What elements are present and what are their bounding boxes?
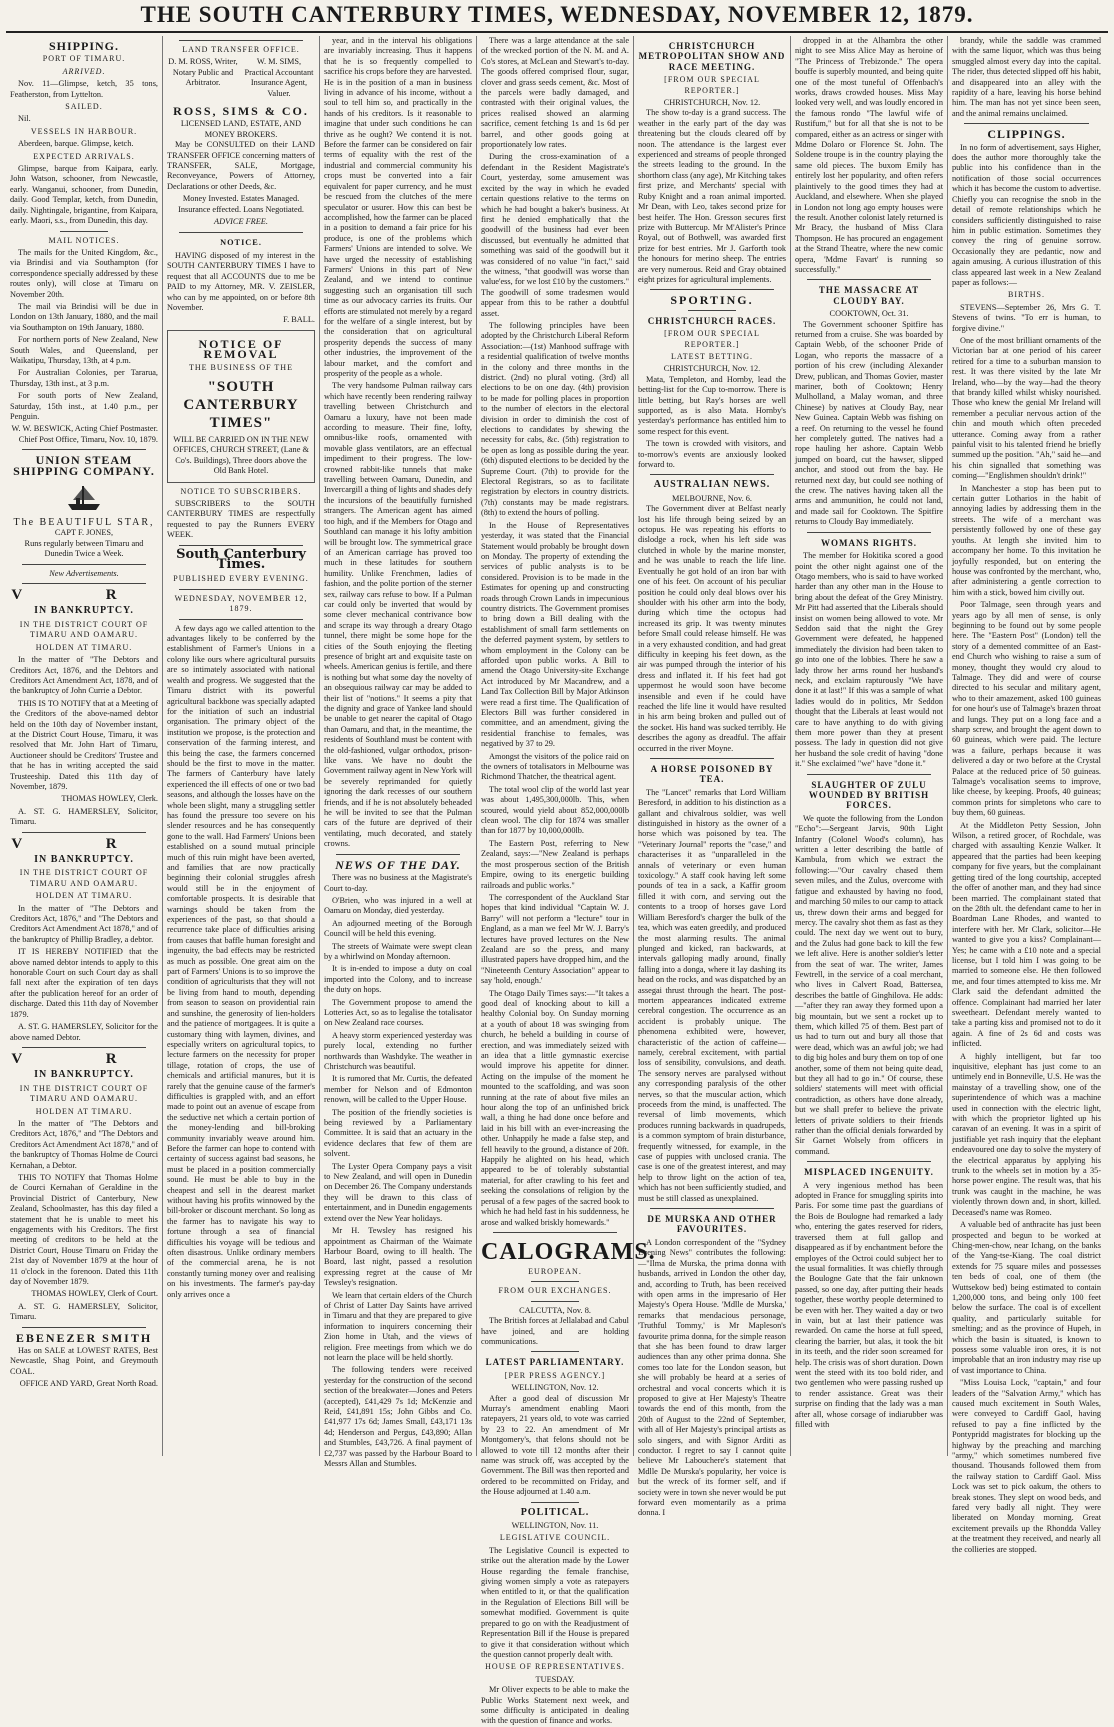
paragraph: For Australian Colonies, per Tararua, Thursday, 13th inst., at 3 p.m.	[10, 368, 158, 388]
paragraph: WILL BE CARRIED ON IN THE NEW OFFICES, CHURCH STREET, (Lane & Co's. Buildings), Three doors above the Old Bank Hotel.	[173, 434, 309, 476]
advice-free: ADVICE FREE.	[214, 217, 268, 227]
heading-de-murska: DE MURSKA AND OTHER FAVOURITES.	[647, 1214, 777, 1235]
divider	[531, 1351, 579, 1352]
paragraph: During the cross-examination of a defendant in the Resident Magistrate's Court, yesterday, some amusement was excited by the way in which he evaded certain questions relative to the terms on which he had bought a baker's business. At first he denied emphatically that the goodwill of the business had ever been discussed, but eventually he admitted that something was said of the goodwill but it was considered of no value "in fact," said the witness, "that goodwill was worse than value'ess, for we lost £10 by the customers." The goodwill of some tradesmen would appear from this to be rather a doubtful asset.	[481, 152, 629, 318]
heading-union: UNION STEAM SHIPPING COMPANY.	[13, 453, 155, 478]
paragraph: The following tenders were received yesterday for the construction of the second section of the breakwater—Jones and Peters (accepted), £41,429 7s 1d; McKenzie and Reid, £41,891 15s; John Gibbs and Co. £41,977 17s 6d; James Small, £43,171 13s 4d; Henderson and Pergus, £43,890; Allan and Stumbles, £43,726. A final payment of £2,737 was passed by the Harbour Board to Messrs Allan and Stumbles.	[324, 1365, 472, 1469]
heading-expected: EXPECTED ARRIVALS.	[33, 151, 135, 161]
heading-arrived: ARRIVED.	[62, 66, 106, 76]
heading-bankruptcy: IN BANKRUPTCY.	[34, 1069, 134, 1081]
heading-zulu: SLAUGHTER OF ZULU WOUNDED BY BRITISH FORCES.	[808, 779, 930, 811]
paragraph: Glimpse, barque from Kaipara, early. John Watson, schooner, from Newcastle, early. Wanganui, schooner, from Dunedin, daily. Good Templar, ketch, from Dunedin, daily. Nightingale, brigantine, from Kaipara, early. Maori, s.s., from Dunedin, this day.	[10, 164, 158, 226]
paragraph: THIS TO NOTIFY that Thomas Holme de Courci Kernahan of Geraldine in the Provincial District of Canterbury, New Zealand, Schoolmaster, has this day filed a statement that he is unable to meet his engagements with his Creditors. The first meeting of creditors to be held at the District Court, House Timaru on Friday the 21st day of November 1879 at the hour of 11 o'clock in the forenoon. Dated this 11th day of November 1879.	[10, 1172, 158, 1287]
column-2	[163, 36, 320, 1456]
paragraph: Has on SALE at LOWEST RATES, Best Newcastle, Shag Point, and Greymouth COAL.	[10, 1346, 158, 1376]
paragraph: The British forces at Jellalabad and Cabul have joined, and are holding communications.	[481, 1316, 629, 1346]
paragraph: A valuable bed of anthracite has just been prospected and begun to be worked at Ching-men-chow, near Ichang, on the banks of the Yang-tse-Kiang. The coal district extends for 75 square miles and possesses ten beds of coal, one of them (the Wuttsekow bed) being estimated to contain 1,200,000 tons, and being only 100 feet below the surface. The coal is of excellent quality, and particularly suitable for smelting; and as the province of Hupeh, in which the basin is situated, is known to possess some valuable iron ores, it is not improbable that an iron industry may rise up of vast importance to China.	[952, 1220, 1101, 1375]
paragraph: Mr H. Tewsley has resigned his appointment as Chairman of the Waimate Harbour Board, owing to ill health. The Board, last night, passed a resolution expressing regret at the cause of Mr Tewsley's resignation.	[324, 1226, 472, 1288]
heading-sailed: SAILED.	[65, 102, 103, 112]
heading-notice: NOTICE.	[220, 237, 262, 247]
divider	[650, 289, 774, 290]
divider	[807, 279, 931, 280]
paragraph: IT IS HEREBY NOTIFIED that the above named debtor intends to apply to this honorable Court on such Court day as shall fall next after the expiration of ten days after the publication hereof for an order of discharge. Dated this 11th day of November 1879.	[10, 947, 158, 1019]
divider	[807, 774, 931, 775]
firm-subtitle: LICENSED LAND, ESTATE, AND MONEY BROKERS.	[180, 119, 302, 139]
paragraph: A very ingenious method has been adopted in France for smuggling spirits into Paris. For some time past the guardians of the Bois de Boulogne had remarked a lady who, entering the gates reserved for riders, traversed them at full gallop and disappeared as if by enchantment before the employes of the Octroi could subject her to the usual formalities. It was chiefly through the Boulogne Gate that the fair unknown passed, so one day, after putting their heads together, these worthy people determined to be even with her. They waited a day or two in vain, but at last their patience was rewarded. On came the horse at full speed, clearing the barrier, but alas, it took the bit in its teeth, and the rider soon screamed for help. The crisis was of short duration. Down went the steed with its too bold rider, and two gentlemen who were passing rushed up to render assistance. Great was their surprise on finding that the lady was a man after all, whose corsage of indiarubber was filled with	[795, 1180, 943, 1429]
heading-betting: LATEST BETTING.	[671, 351, 753, 361]
paragraph: year, and in the interval his obligations are invariably increasing. Thus it happens that he is so frequently compelled to sacrifice his crops before they are harvested. He is in the position of a man in business living in advance of his income, without a soul to tell him so, and practically in the hands of his creditors. Is it reasonable to imagine that under such conditions he can thrive as he ought? We contend it is not. Before the farmer can be considered on fair terms of equality with the rest of the industrial and commercial community his crops must be converted into a fair equivalent for paper currency, and he must be rescued from the clutches of the mere speculator or usurer. How this can best be accomplished, how the farmer can be placed in a position to demand a fair price for his produce, is one of the problems which Farmers' Unions are intended to solve. We have urged the necessity of establishing Farmers' Unions in this part of New Zealand, and we intend to continue suggesting such an organisation till such time as our advocacy carries its fruits. Our efforts are stimulated not merely by a regard for the welfare of a single interest, but by the consideration that on agricultural prosperity depends the success of many other industries, the improvement of the labour market, and the comfort and prosperity of the people as a whole.	[324, 36, 472, 378]
paragraph: In the matter of "The Debtors and Creditors Act, 1876," and "The Debtors and Creditors Act Amendment Act 1878," and of the bankruptcy of Phillip Bradley, a debtor.	[10, 903, 158, 944]
heading-holden: HOLDEN AT TIMARU.	[35, 1106, 133, 1116]
heading-european: EUROPEAN.	[528, 1266, 582, 1276]
paragraph: The very handsome Pulman railway cars which have recently been rendering railway travelling between Christchurch and Oamaru a luxury, have not been made according to measure. Their fine, lofty, omnibus-like roofs, ornamented with movable glass ventilators, are an effectual impediment to their progress. The low-crowned rabbit-like tunnels that make travelling between Oamaru, Dunedin, and Invercargill a thing of lights and shades defy the incursions of the beautifully furnished strangers. The American agent has aimed too high, and if the Members for Otago and Southland can manage it his lofty ambition will be brought low. The symmetrical grace of an American carriage has proved too much in these latitudes for southern humility. Unlike Frenchmen, ladies of fashion, and the polite portion of the sterner sex, railway cars refuse to bow. If a Pulman car could only be inverted that would by some clever mechanical contrivance bow and scrape its way through a dreary Otago tunnel, there might be some hope for the cities of the South enjoying the fleeting presence of bright art and exquisite taste on wheels. American genius is fertile, and there is nothing but what some day the novelty of an obsequious railway car may be added to their list of "notions." It seems a pity that the dignity and grace of Yankee land should be unable to get nearer the capital of Otago than Oamaru, and that, in the meantime, the residents of Southland must be content with the old-fashioned, vulgar orthodox, prison-like vans. We have no doubt the Government railway agent in New York will be severely reprimanded for quietly ignoring the dark recesses of our southern friends, and if he is not absolutely beheaded he will be invited to see that the Pulman cars of the future are deprived of their ventilating, much decorated, and stately crowns.	[324, 381, 472, 849]
heading-exchanges: FROM OUR EXCHANGES.	[498, 1286, 612, 1296]
paragraph: The total wool clip of the world last year was about 1,495,300,000lb. This, when scoured, would yield about 852,000,000lb clean wool. The clip for 1874 was smaller than for 1877 by 10,000,000lb.	[481, 784, 629, 836]
heading-news-of-the-day: NEWS OF THE DAY.	[335, 857, 461, 872]
paragraph: The Legislative Council is expected to strike out the alteration made by the Lower House regarding the female franchise, giving women simply a vote as ratepayers when entitled to it, or that the qualification in the Regulation of Elections Bill will be somewhat modified. Government is quite prepared to go on with the Readjustment of Representation Bill if the House is prepared to give it that consideration without which the question cannot properly dealt with.	[481, 1545, 629, 1659]
heading-australian-news: AUSTRALIAN NEWS.	[653, 479, 771, 491]
divider	[964, 123, 1089, 124]
paragraph: The position of the friendly societies is being reviewed by a Parliamentary Committee. It is said that an actuary in the evidence declares that few of them are solvent.	[324, 1107, 472, 1159]
paragraph: A heavy storm experienced yesterday was purely local, extending no further northwards than Washdyke. The weather in Christchurch was beautiful.	[324, 1030, 472, 1071]
heading-clippings: CLIPPINGS.	[987, 127, 1066, 142]
paragraph: For northern ports of New Zealand, New South Wales, and Queensland, per Waikatipu, Thursday, 13th, at 4 p.m.	[10, 335, 158, 365]
column-3	[320, 36, 477, 1469]
paragraph: The town is crowded with visitors, and to-morrow's events are anxiously looked forward to.	[638, 439, 786, 470]
signature: A. ST. G. HAMERSLEY, Solicitor for the above named Debtor.	[10, 1022, 158, 1042]
paragraph: In the matter of "The Debtors and Creditors Act, 1876, and the Debtors and Creditors Act Amendment Act, 1878, and of the bankruptcy of John Currie a Debtor.	[10, 655, 158, 696]
paragraph: In no form of advertisement, says Higher, does the author more thoroughly take the public into his confidence than in the notification of those social occurrences which it has become the custom to advertise. Chiefly you can recognise the snob in the detail of remote relationships which he considers sufficiently distinguished to raise him in public estimation. Sometimes they convey the ring of genuine sorrow. Occasionally they are pedantic, now and again amusing. A curious illustration of this class appeared last week in a New Zealand paper as follows:—	[952, 142, 1101, 287]
divider	[22, 832, 146, 833]
paragraph: brandy, while the saddle was crammed with the same liquor, which was thus being smuggled almost every day into the capital. The rider, thus detected slipped off his habit, and disappeared into an alley with the rapidity of a hare, leaving his horse behind him. The man has not yet since been seen, and the animal remains unclaimed.	[952, 36, 1101, 118]
published: PUBLISHED EVERY EVENING.	[173, 574, 309, 584]
paragraph: The mail via Brindisi will be due in London on 13th January, 1880, and the mail via Southampton on 19th January, 1880.	[10, 301, 158, 332]
paper-title: South Canterbury Times.	[176, 546, 306, 573]
paragraph: We quote the following from the London "Echo":—Sergeant Jarvis, 90th Light Infantry (Colonel Wood's column), has written a letter describing the battle of Kambula, from which we extract the following:—"Our cavalry chased them seven miles, and the Zulus, overcome with fatigue and exhausted by having no food, and marching 50 miles to our camp to attack us, threw down their arms and begged for mercy. The cavalry shot them as fast as they could. The next day we went out to bury, and the Zulus had gone back to kill the few we left alive. Here is another soldier's letter from the seat of war. The writer, James Fewtrell, in the service of a coal merchant, who lives in Calvert Road, Battersea, describes the battle of Ginghilova. He adds:—"after they ran away they formed upon a big mountain, but we sent a rocket up to them, which killed 75 of them. Best part of us had to turn out and bury all those that were dead, which was an awful job; we had to dig big holes and bury them on top of one another, some of them not being quite dead, but they all had to go in." Of course, these soldiers' statements will meet with official contradiction, as others have done already, but we shall prefer to believe the private letters of private soldiers to their friends rather than the official denials forwarded by Sir Garnet Wolsely from officers in command.	[795, 813, 943, 1156]
divider	[650, 1208, 774, 1209]
dateline: CHRISTCHURCH, Nov. 12.	[663, 98, 761, 108]
paragraph: A highly intelligent, but far too inquisitive, elephant has just come to an untimely end in Bonneville, U.S. He was the mainstay of a travelling show, one of the superintendence of which was a machine used in connection with the electric light, with which the proprietor lighted up his caravan of an evening. It was in a spirit of justifiable yet rash inquiry that the elephant endeavoured one day to solve the mystery of the electrical apparatus by applying his trunk to the wheels set in motion by a 35-horse power engine. The result was, that his trunk was caught in the machine, he was violently thrown down and, in short, killed. Deceased's name was Romeo.	[952, 1051, 1101, 1217]
signature: THOMAS HOWLEY, Clerk.	[61, 794, 158, 804]
paragraph: The show to-day is a grand success. The weather in the early part of the day was threatening but the clouds cleared off by noon. The attendance is the largest ever experienced and streams of people thronged the streets leading to the ground. In the shorthorn class (any age), Mr Kitching takes first prize, and Merchants' special with Ruby Knight and a roan animal imported. Mr Dean, with Leo, takes second prize for best heifer. The Hon. Gresson secures first prize with Buttercup. Mr M'Alister's Prince Royal, out of Bothwell, was awarded first prize for best entries. Mr J. Garforth took the honours for merino sheep. The entries are very numerous. Reid and Gray obtained eight prizes for agricultural implements.	[638, 108, 786, 284]
divider	[336, 854, 460, 855]
ship-name: The BEAUTIFUL STAR,	[13, 517, 155, 529]
paragraph: It is in-ended to impose a duty on coal imported into the Colony, and to increase the duty on hops.	[324, 964, 472, 995]
divider	[650, 758, 774, 759]
heading-parliamentary: LATEST PARLIAMENTARY.	[485, 1357, 625, 1368]
dateline: WELLINGTON, Nov. 11.	[511, 1521, 599, 1531]
heading-shipping: SHIPPING.	[48, 39, 119, 53]
removal-business: THE BUSINESS OF THE	[189, 362, 293, 372]
signature: W. W. BESWICK, Acting Chief Postmaster. Chief Post Office, Timaru, Nov. 10, 1879.	[11, 424, 158, 444]
heading-horse-poisoned: A HORSE POISONED BY TEA.	[650, 764, 774, 785]
paragraph: After a good deal of discussion Mr Murray's amendment enabling Maori ratepayers, 21 years old, to vote was carried by 23 to 22. An amendment of Mr Montgomery's, that felons should not be allowed to vote till 12 months after their name was struck off, was accepted by the Government. The Bill was then reported and ordered to be recommitted on Friday, and the House adjourned at 1.40 a.m.	[481, 1393, 629, 1497]
heading-births: BIRTHS.	[1008, 290, 1045, 300]
paragraph: The Eastern Post, referring to New Zealand, says:—"New Zealand is perhaps the most prosperous section of the British Empire, owing to its energetic building railroads and public works."	[481, 838, 629, 890]
paragraph: Amongst the visitors of the police raid on the owners of totalisators in Melbourne was Richmond Thatcher, the theatrical agent.	[481, 751, 629, 782]
divider	[22, 449, 146, 450]
paragraph: Mata, Templeton, and Hornby, lead the betting-list for the Cup to-morrow. There is little betting, but Ray's horses are well supported, as is also Mata. Hornby's yesterday's performance has entitled him to some respect for this event.	[638, 374, 786, 436]
heading-ebenezer: EBENEZER SMITH	[15, 1330, 153, 1345]
dateline: WELLINGTON, Nov. 12.	[511, 1383, 599, 1393]
divider	[22, 583, 146, 584]
divider	[179, 40, 303, 41]
column-5	[634, 36, 791, 1518]
partners	[167, 57, 315, 101]
partner: D. M. ROSS, Writer, Notary Public and Arbitrator.	[168, 57, 238, 88]
captain: CAPT F. JONES,	[54, 528, 114, 538]
heading-port: PORT OF TIMARU.	[42, 54, 126, 64]
dateline: CALCUTTA, Nov. 8.	[519, 1305, 591, 1315]
heading-bankruptcy: IN BANKRUPTCY.	[34, 605, 134, 617]
divider	[179, 619, 303, 620]
heading-harbour: VESSELS IN HARBOUR.	[30, 126, 138, 136]
paragraph: The member for Hokitika scored a good point the other night against one of the Otago members, who is said to have worked harder than any other man in the House to bring about the defeat of the Grey Ministry. Mr Pitt had asserted that the Liberals should insist on women being allowed to vote. Mr Seddon said that the night the Grey Government were defeated, he happened immediately the division had been taken to go into one of the lobbies. There he saw a lady throw her arms round her husband's neck, and exclaim rapturously "We have done it at last!" If this was a sample of what ladies would do in politics, Mr Seddon thought that the Liberals at least would not care to have anything to do with giving them more power than they at present possess. The lady in question did not give her husband the sole credit of having "done it." She exclaimed "we" have "done it."	[795, 551, 943, 769]
heading-court: IN THE DISTRICT COURT OF TIMARU AND OAMARU.	[19, 1083, 149, 1104]
heading-legislative: LEGISLATIVE COUNCIL.	[499, 1533, 611, 1543]
paragraph: Poor Talmage, seen through years and years ago by all men of sense, is only beginning to be found out by some people here. The "Eastern Post" (London) tell the story of a demented committee of an East-end Church who wishing to raise a sum of money, thought they would cry aloud to Talmage. They did and were of course directed to his secular and military agent, who to their amazement, asked 100 guineas for one hour's use of Talmage's brazen throat and lungs. They put on a long face and a sharp screw, and brought the agent down to 60 guineas, which were paid. The lecture was a failure, perhaps because it was delivered a day or two before at the Crystal Palace at the reduced price of 50 guineas. Talmage's vocalisation seems to improve, like cheese, by keeping. Proofs, 40 guineas; common prints for simpletons who care to buy them, 60 guineas.	[952, 600, 1101, 818]
divider	[807, 1161, 931, 1162]
paragraph: HAVING disposed of my interest in the SOUTH CANTERBURY TIMES I have to request that all ACCOUNTS due to me be PAID to my Attorney, MR. V. ZEISLER, who can by me appointed, on or before 8th November.	[167, 250, 315, 312]
heading-bankruptcy: IN BANKRUPTCY.	[34, 854, 134, 865]
divider	[807, 532, 931, 533]
divider	[650, 474, 774, 475]
special-reporter: [FROM OUR SPECIAL REPORTER.]	[664, 329, 760, 349]
ship-emblem-icon	[64, 480, 104, 514]
divider	[179, 545, 303, 546]
heading-court: IN THE DISTRICT COURT OF TIMARU AND OAMARU.	[19, 868, 149, 888]
paragraph: "Miss Louisa Lock, "captain," and four leaders of the "Salvation Army," which has caused much excitement in South Wales, were conveyed to Cardiff Gaol, having refused to pay a fine inflicted by the Pontypridd magistrates for blocking up the highway by the preaching and marching "army," which sometimes numbered five thousand. Thousands followed them from the railway station to Cardiff Gaol. Miss Lock was set to pick oakum, the others to break stones. They slept on wood beds, and fared very badly all night. They were liberated on Monday morning. Great excitement prevails up the Rhondda Valley at the treatment they received, and nearly all the collieries are stopped.	[952, 1378, 1101, 1554]
paragraph: The Government diver at Belfast nearly lost his life through being seized by an octopus. He was repeating his efforts to dislodge a rock, when his left side was clutched in whole by the marine monster, and he was unable to reach the life line. Eventually he got hold of an iron bar with one of his feet. On account of his peculiar position he could only deal blows over his shoulder with his other arm into the body, during which time the octopus had increased its grip. It was twenty minutes before Small could release himself. He was in a very exhausted condition, and had great difficulty in keeping his feet down, as the air was pumped through the interior of his dress and inflated it. If his feet had got uppermost he would soon have become insensible and even if he could have reached the life line it would have resulted in his arm being broken and pulled out of the socket. His hand was sucked terribly. He describes the agony as dreadful. The affair occurred in the river Moyne.	[638, 504, 786, 753]
royal-cipher: V R	[11, 1050, 157, 1067]
signature: THOMAS HOWLEY, Clerk of Court.	[31, 1289, 158, 1299]
paragraph: The streets of Waimate were swept clean by a whirlwind on Monday afternoon.	[324, 941, 472, 961]
heading-holden: HOLDEN AT TIMARU.	[35, 891, 133, 901]
paragraph: At the Middleton Petty Session, John Wilson, a retired grocer, of Rochdale, was charged with assaulting Kenzie Walker. It appeared that the parties had been keeping company for five years, but the complainant getting tired of the long courtship, accepted the offer of another man, and they had since been married. The complainant stated that on the 28th ult. the defendant came to her in Boardman Lane Rhodes, and wanted to interfere with her. Mr Clark, solicitor—He wanted to give you a kiss? Complainant—Yes; he came with a £10 note and a special license, but I told him I was going to be married to someone else. He then followed me, and four times attempted to kiss me. Mr Clark said the defendant admitted the offence. Complainant had married her later sweetheart. Defendant merely wanted to take a parting kiss and promised not to do it again. A fine of 2s 6d and costs was inflicted.	[952, 820, 1101, 1049]
removal-paper-name: "SOUTH CANTERBURY TIMES"	[183, 378, 299, 431]
paragraph: There was a large attendance at the sale of the wrecked portion of the N. M. and A. Co's stores, at McLean and Stewart's to-day. The goods offered comprised flour, sugar, clover and grass seeds cement, &c. Most of the parcels were badly damaged, and contrasted with their original values, the prices realised showed an alarming sacrifice, cement fetching 1s and 1s 6d per barrel, and other goods going at proportionately low rates.	[481, 36, 629, 150]
heading-mail: MAIL NOTICES.	[48, 235, 120, 245]
heading-calograms: CALOGRAMS.	[481, 1238, 656, 1265]
paragraph: The "Lancet" remarks that Lord William Beresford, in addition to his distinction as a gallant and chivalrous soldier, was well distinguished in history as the owner of a horse which was poisoned by tea. The "Veterinary Journal" reports the "case," and characterises it as "unparalleled in the annals of veterinary or even human toxicology." A staff cook having left some pounds of tea in a sack, a Kaffir groom filled it with corn, and serving out the contents to a troop of horses gave Lord William Beresford's charger the bulk of the tea, which was eaten greedily, and produced the most alarming results. The animal plunged and kicked, ran backwards, at intervals galloping madly around, finally falling into a donga, where it lay dashing its head on the rocks, and was dispatched by an assegai thrust through the heart. The post-mortem appearances indicated extreme cerebral congestion. The occurrence as an accident is probably unique. The phenomena exhibited were, however, characteristic of the action of caffeine—namely, cerebral excitement, with partial loss of sensibility, convulsions, and death. The sensory nerves are paralysed without any corresponding paralysis of the other nerves, so that the muscular action, which proceeds from the mind, is unaffected. The reversal of limb movements, which produces running backwards in quadrupeds, is a common symptom of brain disturbance, frequently witnessed, for example, in the case of puppies with unclosed crania. The case is one of the greatest interest, and may help to throw light on the action of tea, which has not been sufficiently studied, and must be still classed as unexplained.	[638, 787, 786, 1203]
dateline: CHRISTCHURCH, Nov. 12.	[663, 364, 761, 374]
dateline: COOKTOWN, Oct. 31.	[829, 309, 909, 319]
paragraph: There was no business at the Magistrate's Court to-day.	[324, 873, 472, 893]
special-reporter: [FROM OUR SPECIAL REPORTER.]	[664, 75, 760, 95]
heading-holden: HOLDEN AT TIMARU.	[35, 642, 133, 652]
heading-removal: NOTICE OF REMOVAL	[198, 336, 284, 362]
paragraph: The correspondent of the Auckland Star hopes that kind individual "Captain W. J. Barry" will not perform a "lecture" tour in England, as a man we feel Mr W. J. Barry's lectures have proved lectures on the New Zealand are so the press, and many illustrated papers have dropped him, and the "Nineteenth Century Association" appear to say 'hold, enough.'	[481, 892, 629, 986]
editorial-paragraph: A few days ago we called attention to the advantages likely to be conferred by the establishment of Farmer's Unions in a colony like ours where agricultural pursuits are so intimately associated with national wealth and progress. We suggested that the Timaru district with its powerful agricultural backbone was specially adapted for the initiation of such an industrial organisation. The primary object of the institution we propose, is the protection and conservation of the farming interest, and this being the case, the farmers concerned should be the first to move in the matter. The farmers of Canterbury have lately experienced the ill effects of one or two bad seasons, and although the losses have on the whole been slight, many a struggling settler has found the pressure too severe on his slender resources and he has consequently gone to the wall. Had Farmers' Unions been established on a sound mutual principle much of this ruin might have been averted, and families that are now practically beginning their colonial struggles afresh would still be in the enjoyment of comfortable prospects. It is desirable that warnings should be taken from the experiences of the past, so that should a recurrence take place of difficulties arising from causes that baffle human foresight and ingenuity, the bad effects may be restricted as much as possible. One great aim on the part of Farmers' Unions is to so improve the condition of agriculturists that they will not be living from hand to mouth, depending from season to season on providential rain and sunshine, the generosity of lien-holders and the patience of mortgagees. It is quite a customary thing with laymen, divines, and especially writers on agricultural topics, to lecture farmers on the necessity for proper tillage, rotation of crops, the use of chemicals and artificial manures, but it is rarely that the genuine cause of the farmer's difficulties is grappled with, and an effort made to point out an avenue of escape from the seductive net which a certain portion of the money-lending and bill-broking community invariably weave around him. Before the farmer can hope to contend with certainty of success against bad seasons, he must be placed in a position commercially sound. He must be able to buy in the cheapest and sell in the dearest market without having his profits winnowed by the bill-broker or discount merchant. So long as the farmer has to navigate his way to fortune through a sea of financial difficulties his voyage will be tedious and often disastrous. Unlike ordinary members of the commercial arena, he is not constantly turning money over and realising on his investments. The farmer's pay-day only arrives once a	[167, 623, 315, 1299]
paragraph: dropped in at the Alhambra the other night to see Miss Alice May as heroine of "The Princess of Trebizonde." The opera bouffe is superbly mounted, and being quite one of the most tuneful of Offenbach's works, draws crowded houses. Miss May looked very well, and was loudly encored in the famous rondo "The lawful wife of Rustifum," but for all that she is not to be compared, either as an actress or singer with Mdme Dolaro or Florence St. John. The Soldene troupe is in the country playing the same old pieces. The buxom Emily has entirely lost her popularity, and often refers plaintively to the good times they had at Auckland, and elsewhere. When she played in London not long ago empty houses were the result. Another colonist lately returned is Mr Bracy, the husband of Miss Clara Thompson. He has procured an engagement at the Strand Theatre, where the new comic opera, 'Mdme Favart' is running so successfully."	[795, 36, 943, 274]
heading-metropolitan: CHRISTCHURCH METROPOLITAN SHOW AND RACE MEETING.	[638, 41, 786, 72]
press-agency: [PER PRESS AGENCY.]	[504, 1370, 606, 1380]
paragraph: THIS IS TO NOTIFY that at a Meeting of the Creditors of the above-named debtor held on the 10th day of November instant, at the District Court House, Timaru, it was resolved that Mr. John Hart of Timaru, Auctioneer should be Creditors' Trustee and that he has in writing accepted the said Trusteeship. Dated this 11th day of November, 1879.	[10, 698, 158, 791]
dateline: MELBOURNE, Nov. 6.	[672, 493, 752, 503]
divider	[493, 1232, 617, 1233]
column-1	[6, 36, 163, 1456]
paragraph: In the House of Representatives yesterday, it was stated that the Financial Statement would probably be brought down on Monday. The property of extending the services of public analysts is to be considered. Provision is to be made in the Estimates for opening up and constructing roads through Crown Lands in impecunious country districts. The Government promises to bring down a Bill dealing with the establishment of small farm settlements on the deferred payment system, by settlers to whom employment in the Colony can be afforded upon public works. A Bill to amend the Otago University-site Exchange Act introduced by Mr Macandrew, and a Land Tax Collection Bill by Major Atkinson were read a first time. The Qualification of Electors Bill was further considered in committee, and an amendment, giving the residential franchise to females, was negatived by 37 to 29.	[481, 520, 629, 749]
edition-date: WEDNESDAY, NOVEMBER 12, 1879.	[174, 593, 308, 614]
heading-sporting: SPORTING.	[670, 293, 754, 308]
paragraph: The mails for the United Kingdom, &c., via Brindisi and via Southampton (for correspondence specially addressed by these routes only), will close at Timaru on November 20th.	[10, 247, 158, 299]
paragraph: STEVENS—September 26, Mrs G. T. Stevens of twins. "To err is human, to forgive divine."	[952, 302, 1101, 333]
royal-cipher: V R	[11, 835, 157, 852]
paragraph: We learn that certain elders of the Church of Christ of Latter Day Saints have arrived in Timaru and that they are prepared to give information to inquirers concerning their Zion home in Utah, and the views of religion. Free meetings from which we do not learn the place will be held shortly.	[324, 1290, 472, 1362]
paragraph: The Lyster Opera Company pays a visit to New Zealand, and will open in Dunedin on December 26. The Company understands they will be drawn to this class of entertainment, and in Dunedin engagements extend over the New Year holidays.	[324, 1161, 472, 1223]
heading-court: IN THE DISTRICT COURT OF TIMARU AND OAMARU.	[19, 619, 149, 640]
paragraph: May be CONSULTED on their LAND TRANSFER OFFICE concerning matters of TRANSFER, SALE, Mortgage, Reconveyance, Powers of Attorney, Declarations or other Deeds, &c.	[167, 140, 315, 191]
paragraph: O'Brien, who was injured in a well at Oamaru on Monday, died yesterday.	[324, 895, 472, 916]
paragraph: In Manchester a stop has been put to certain gutter Lotharios in the habit of annoying ladies by addressing them in the streets. The wife of a merchant was persistently followed by one of these gay youths. At length she invited him to accompany her home. To this invitation he joyfully responded, but on entering the house was confronted by the merchant, who, after administering a gentle correction to him with a stick, bowed him civilly out.	[952, 483, 1101, 597]
signature: F. BALL.	[283, 315, 315, 325]
paragraph: Mr Oliver expects to be able to make the Public Works Statement next week, and some difficulty is anticipated in dealing with the question of finance and works.	[481, 1685, 629, 1726]
dateline: TUESDAY.	[535, 1674, 575, 1684]
heading-political: POLITICAL.	[520, 1506, 590, 1518]
masthead: THE SOUTH CANTERBURY TIMES, WEDNESDAY, NOVEMBER 12, 1879.	[140, 2, 974, 27]
divider	[531, 1301, 579, 1302]
divider	[688, 310, 736, 311]
paragraph: An adjourned meeting of the Borough Council will be held this evening.	[324, 918, 472, 939]
paragraph: Nil.	[18, 114, 31, 124]
heading-massacre: THE MASSACRE AT CLOUDY BAY.	[818, 285, 920, 306]
paragraph: The Government schooner Spitfire has returned from a cruise. She was boarded by Captain Webb, of the schooner Pride of Logan, who reports the massacre of a portion of his crew (including Alexander Drew, publican, and Thomas Govier, master mariner, both of Cooktown; Henry Mulholland, a Malay woman, and three Chinese) by natives at Cloudy Bay, near New Guinea. Captain Webb was fishing on a reef. On returning to the vessel he found her completely gutted. The natives had a rope hauling her ashore. Captain Webb jumped on board, cut the hawser, slipped anchor, and stood out from the bay. He returned next day, but could see nothing of the crew. The natives having taken all the arms and ammunition, he could not land, and made sail for Cooktown. The Spitfire returns to Cloudy Bay immediately.	[795, 319, 943, 527]
divider	[179, 232, 303, 233]
column-7	[948, 36, 1105, 1554]
heading-house: HOUSE OF REPRESENTATIVES.	[485, 1662, 625, 1672]
signature: A. ST. G. HAMERSLEY, Solicitor, Timaru.	[10, 806, 158, 827]
divider	[531, 1502, 579, 1503]
heading-new-adv: New Advertisements.	[49, 568, 119, 578]
heading-races: CHRISTCHURCH RACES.	[647, 315, 777, 326]
paragraph: The Otago Daily Times says:—"It takes a good deal of knocking about to kill a healthy Colonial boy. On Sunday morning at a youth of about 18 was swinging from church, he beheld a building in course of erection, and was immediately seized with an idea that a little gymnastic exercise would improve his appetite for dinner. Acting on the impulse of the moment he mounted to the scaffolding, and was soon running at the rate of about five miles an hour along the top of an unfinished brick wall, a thing he had done once before and laid in his bill with an ever-increasing the other. Unhappily he made a false step, and fell heavily to the ground, a distance of 20ft. Happily he alighted on his head, which appeared to be of tolerably substantial material, for after crawling to his feet and seeking the consolations of religion by the perusal of a few pages of the sacred book to which he had held fast in his suddenness, he arose and walked briskly homewards."	[481, 988, 629, 1227]
paragraph: Aberdeen, barque. Glimpse, ketch.	[18, 139, 134, 149]
paragraph: SUBSCRIBERS to the SOUTH CANTERBURY TIMES are respectfully requested to pay the Runners EVERY WEEK.	[167, 499, 315, 540]
paragraph: Money Invested. Estates Managed. Insurance effected. Loans Negotiated.	[178, 194, 304, 214]
paragraph: A London correspondent of the "Sydney Evening News" contributes the following:—"Ilma de Murska, the prima donna with husbands, arrived in London the other day, and, according to Truth, has been received with open arms in the impresario of Her Majesty's Opera House. 'Mdlle de Murska,' remarks that mendacious personage, 'Truthful Tommy,' is Mr Mapleson's favourite prima donna, for the simple reason that she has been found to draw larger audiences than any other prima donna. She comes too late for the London season, but she will probably be heard at a series of orchestral and vocal concerts which it is proposed to give at Her Majesty's Theatre towards the end of this month, from the 20th of August to the 22nd of September, with all of Her Majesty's principal artists as solo singers, and with Signor Arditi as conductor. I regret to say I cannot quite believe Mr Labouchere's statement that Mdlle De Murska's popularity, her voice is but the wreck of its former self, and if society were in town she never would be put forward even momentarily as a prima donna. I	[638, 1237, 786, 1518]
signature: A. ST. G. HAMERSLEY, Solicitor, Timaru.	[10, 1301, 158, 1322]
paragraph: In the matter of "The Debtors and Creditors Act, 1876," and "The Debtors and Creditors Act Amendment Act 1878," and of the bankruptcy of Thomas Holme de Courci Kernahan, a Debtor.	[10, 1118, 158, 1170]
heading-womans-rights: WOMANS RIGHTS.	[820, 537, 917, 548]
column-4	[477, 36, 656, 1726]
heading-subscribers: NOTICE TO SUBSCRIBERS.	[180, 486, 302, 496]
divider	[179, 589, 303, 590]
masthead-rule	[6, 31, 1108, 33]
divider	[22, 1327, 146, 1328]
heading-misplaced-ingenuity: MISPLACED INGENUITY.	[804, 1167, 934, 1178]
heading-firm: ROSS, SIMS & CO.	[173, 104, 309, 119]
paragraph: The following principles have been adopted by the Christchurch Liberal Reform Association:—(1st) Manhood suffrage with a residential qualification of twelve months in the colony and three months in the district. (2nd) no plural voting. (3rd) all elections to be on one day. (4th) provision to be made for polling places in proportion to the number of electors in the electoral division in order to diminish the cost of elections to candidates by shewing the necessity for cabs, &c. (5th) registration to be open as long as possible during the year. (6th) disputed elections to be decided by the Supreme Court. (7th) to provide for the Electoral Registrars, so as to facilitate registration by electors in country districts. (7th) constants may be made registrars. (8th) to extend the hours of polling.	[481, 320, 629, 518]
divider	[22, 1047, 146, 1048]
column-6	[791, 36, 948, 1456]
page-columns	[6, 36, 1108, 1726]
paragraph: Nov. 11—Glimpse, ketch, 35 tons, Featherston, from Lyttelton.	[10, 79, 158, 99]
paragraph: Runs regularly between Timaru and Dunedin Twice a Week.	[24, 538, 144, 559]
royal-cipher: V R	[11, 587, 157, 604]
divider	[22, 564, 146, 565]
paragraph: The Government propose to amend the Lotteries Act, so as to legalise the totalisator on New Zealand race courses.	[324, 997, 472, 1028]
divider	[60, 231, 108, 232]
heading-land-transfer: LAND TRANSFER OFFICE.	[182, 45, 300, 54]
partner: W. M. SIMS, Practical Accountant Insurance Agent, Valuer.	[244, 57, 314, 98]
paragraph: One of the most brilliant ornaments of the Victorian bar at one period of his career retired for a time to a suburban mansion to rest. It was there visited by the late Mr Ireland, who—by the way—had the theory that brandy killed whilst whisky nourished. Those who knew the genial Mr Ireland will remember a peculiar nervous action of the chin and mouth which often preceded utterance. Coming away from a rather painful visit to his talented friend he briefly summed up the position. "Ah," said he—and his chin signalled that something was coming—"Englishmen shouldn't drink!"	[952, 335, 1101, 481]
removal-notice	[167, 330, 315, 483]
address: OFFICE AND YARD, Great North Road.	[19, 1379, 158, 1389]
divider	[531, 1281, 579, 1282]
paragraph: For south ports of New Zealand, Saturday, 15th inst., at 1.40 p.m., per Penguin.	[10, 391, 158, 421]
paragraph: It is rumored that Mr. Curtis, the defeated member for Nelson and of Edmonton renown, will be called to the Upper House.	[324, 1074, 472, 1105]
